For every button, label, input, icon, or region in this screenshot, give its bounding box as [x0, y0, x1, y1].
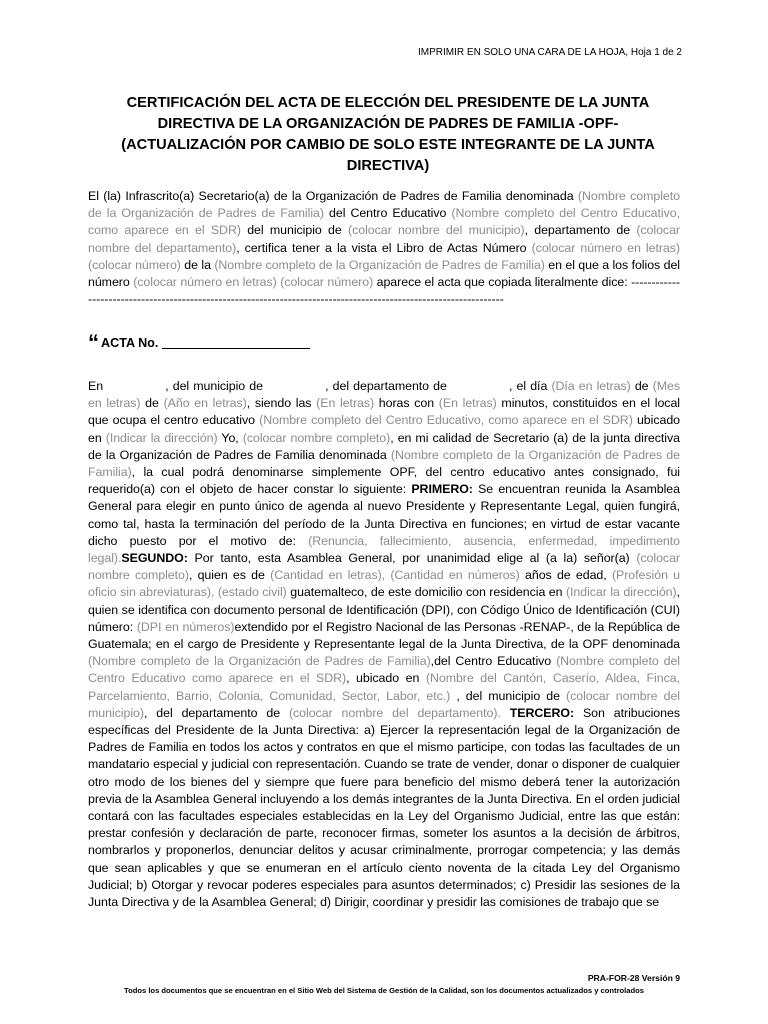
placeholder-text: (Nombre completo de la Organización de Padres de Familia): [88, 447, 680, 480]
placeholder-text: (Nombre completo del Centro Educativo, como aparece en el SDR): [259, 413, 633, 428]
placeholder-text: (Año en letras): [163, 396, 247, 411]
placeholder-text: (colocar nombre del departamento): [88, 223, 680, 255]
placeholder-text: (Nombre completo de la Organización de Padres de Familia): [88, 189, 680, 221]
body-text: Yo,: [217, 430, 243, 445]
body-text: años de edad,: [519, 568, 612, 583]
placeholder-text: (colocar número en letras) (colocar número): [88, 240, 680, 272]
document-title: [88, 93, 688, 177]
body-text: , departamento de: [524, 223, 637, 238]
placeholder-text: (Profesión u oficio sin abreviaturas), (estado civil): [88, 568, 681, 600]
placeholder-text: (colocar nombre del municipio): [348, 223, 525, 238]
placeholder-text: (Cantidad en letras), (Cantidad en números): [270, 568, 520, 583]
acta-body-paragraph: [88, 378, 680, 911]
body-text: [501, 706, 510, 720]
body-text: ,del Centro Educativo: [430, 654, 557, 669]
footer-note: Todos los documentos que se encuentran en el Sitio Web del Sistema de Gestión de la Calidad, son los documentos actualizados y controlados: [124, 986, 644, 995]
body-text: extendido por el Registro Nacional de las Personas -RENAP-, de la República de Guatemala; en el cargo de Presidente y Representante legal de la Junta Directiva, de la OPF denominada: [88, 619, 681, 652]
body-text: guatemalteco, de este domicilio con residencia en: [286, 585, 566, 600]
placeholder-text: (Mes en letras): [88, 379, 680, 411]
body-text: del municipio de: [240, 223, 348, 238]
clause-heading: PRIMERO:: [411, 482, 473, 497]
acta-number-line: [88, 330, 310, 356]
body-text: Se encuentran reunida la Asamblea General para elegir en punto único de agenda al nuevo Presidente y Representante Legal, quien fungirá, como tal, hasta la terminación del período de la Junta Directiva en funciones; en virtud de estar vacante dicho puesto por el motivo de:: [88, 482, 680, 548]
body-text: del Centro Educativo: [323, 206, 452, 221]
body-text: aparece el acta que copiada literalmente dice: ------------------------------------------------------------------------------------------------------------------: [88, 275, 680, 307]
placeholder-text: (Nombre del Cantón, Caserío, Aldea, Finca, Parcelamiento, Barrio, Colonia, Comunidad, Sector, Labor, etc.): [88, 671, 680, 703]
title-line: (ACTUALIZACIÓN POR CAMBIO DE SOLO ESTE INTEGRANTE DE LA JUNTA: [121, 137, 655, 153]
body-text: , en mi calidad de Secretario (a) de la junta directiva de la Organización de Padres de Familia denominada: [88, 430, 680, 462]
placeholder-text: (colocar nombre completo): [88, 551, 680, 583]
form-version: PRA-FOR-28 Versión 9: [587, 973, 680, 983]
body-text: Son atribuciones específicas del Presidente de la Junta Directiva: a) Ejercer la representación legal de la Organización de Padres de Familia en todos los actos y contratos en que el mismo participe, con todas las facultades de un mandatario especial y judicial con representación. Cuando se trate de vender, donar o disponer de cualquier otro modo de los bienes del y siempre que fuere para beneficio del mismo deberá tener la autorización previa de la Asamblea General incluyendo a los demás integrantes de la Junta Directiva. En el orden judicial contará con las facultades especiales establecidas en la Ley del Organismo Judicial, entre las que están: prestar confesión y declaración de parte, reconocer firmas, someter los asuntos a la decisión de árbitros, nombrarlos y proponerlos, denunciar delitos y acusar criminalmente, prorrogar competencia; y las demás que sean aplicables y que se enumeran en el artículo ciento noventa de la citada Ley del Organismo Judicial; b) Otorgar y revocar poderes especiales para asuntos determinados; c) Presidir las sesiones de la Junta Directiva y de la Asamblea General; d) Dirigir, coordinar y presidir las comisiones de trabajo que se: [88, 705, 680, 910]
placeholder-text: (Renuncia, fallecimiento, ausencia, enfermedad, impedimento legal).: [88, 533, 681, 566]
placeholder-text: (Nombre completo del Centro Educativo, como aparece en el SDR): [88, 206, 680, 238]
opening-quote: “: [88, 330, 99, 355]
placeholder-text: (colocar nombre del municipio): [88, 688, 680, 720]
body-text: En: [88, 379, 108, 393]
placeholder-text: (Indicar la dirección): [565, 585, 677, 600]
body-text: minutos, constituidos en el local que ocupa el centro educativo: [88, 396, 680, 428]
body-text: , quien es de: [188, 568, 271, 583]
placeholder-text: (DPI en números): [136, 619, 235, 634]
title-line: DIRECTIVA DE LA ORGANIZACIÓN DE PADRES DE FAMILIA -OPF-: [157, 116, 619, 132]
body-text: , del municipio de: [165, 379, 268, 393]
placeholder-text: (colocar nombre completo): [242, 430, 391, 445]
body-text: , el día: [509, 379, 552, 393]
print-note: IMPRIMIR EN SOLO UNA CARA DE LA HOJA, Hoja 1 de 2: [418, 47, 682, 58]
body-text: , quien se identifica con documento personal de Identificación (DPI), con Código Único de Identificación (CUI) número:: [88, 585, 680, 634]
body-text: El (la) Infrascrito(a) Secretario(a) de la Organización de Padres de Familia denominada: [88, 189, 578, 203]
placeholder-text: (Día en letras): [551, 379, 631, 393]
placeholder-text: (En letras): [316, 396, 375, 411]
body-text: , ubicado en: [346, 671, 426, 686]
body-text: , del departamento de: [325, 379, 451, 393]
placeholder-text: (colocar nombre del departamento).: [288, 705, 501, 720]
body-text: de: [630, 379, 653, 393]
body-text: de la: [180, 257, 215, 272]
placeholder-text: (Nombre completo del Centro Educativo como aparece en el SDR): [88, 654, 681, 686]
placeholder-text: (En letras): [438, 396, 497, 411]
placeholder-text: (Indicar la dirección): [105, 430, 218, 445]
title-line: DIRECTIVA): [346, 158, 430, 174]
body-text: , del departamento de: [143, 705, 289, 720]
body-text: en el que a los folios del número: [88, 257, 680, 290]
title-line: CERTIFICACIÓN DEL ACTA DE ELECCIÓN DEL PRESIDENTE DE LA JUNTA: [126, 95, 650, 111]
body-text: , del municipio de: [450, 688, 567, 703]
body-text: , siendo las: [246, 396, 317, 411]
intro-paragraph: [88, 188, 680, 308]
body-text: , la cual podrá denominarse simplemente OPF, del centro educativo antes consignado, fui requerido(a) con el objeto de hacer constar lo siguiente:: [88, 465, 680, 497]
clause-heading: TERCERO:: [509, 705, 575, 720]
clause-heading: SEGUNDO:: [121, 551, 188, 566]
placeholder-text: (Nombre completo de la Organización de Padres de Familia): [214, 257, 545, 272]
body-text: , certifica tener a la vista el Libro de Actas Número: [236, 240, 532, 255]
placeholder-text: (Nombre completo de la Organización de Padres de Familia): [88, 654, 431, 669]
body-text: horas con: [374, 396, 439, 411]
body-text: ubicado en: [88, 413, 680, 445]
acta-label: ACTA No.: [101, 336, 159, 350]
acta-number-blank: [162, 336, 310, 349]
body-text: de: [140, 396, 164, 411]
body-text: Por tanto, esta Asamblea General, por unanimidad elige al (a la) señor(a): [187, 551, 637, 566]
placeholder-text: (colocar número en letras) (colocar número): [133, 275, 374, 290]
